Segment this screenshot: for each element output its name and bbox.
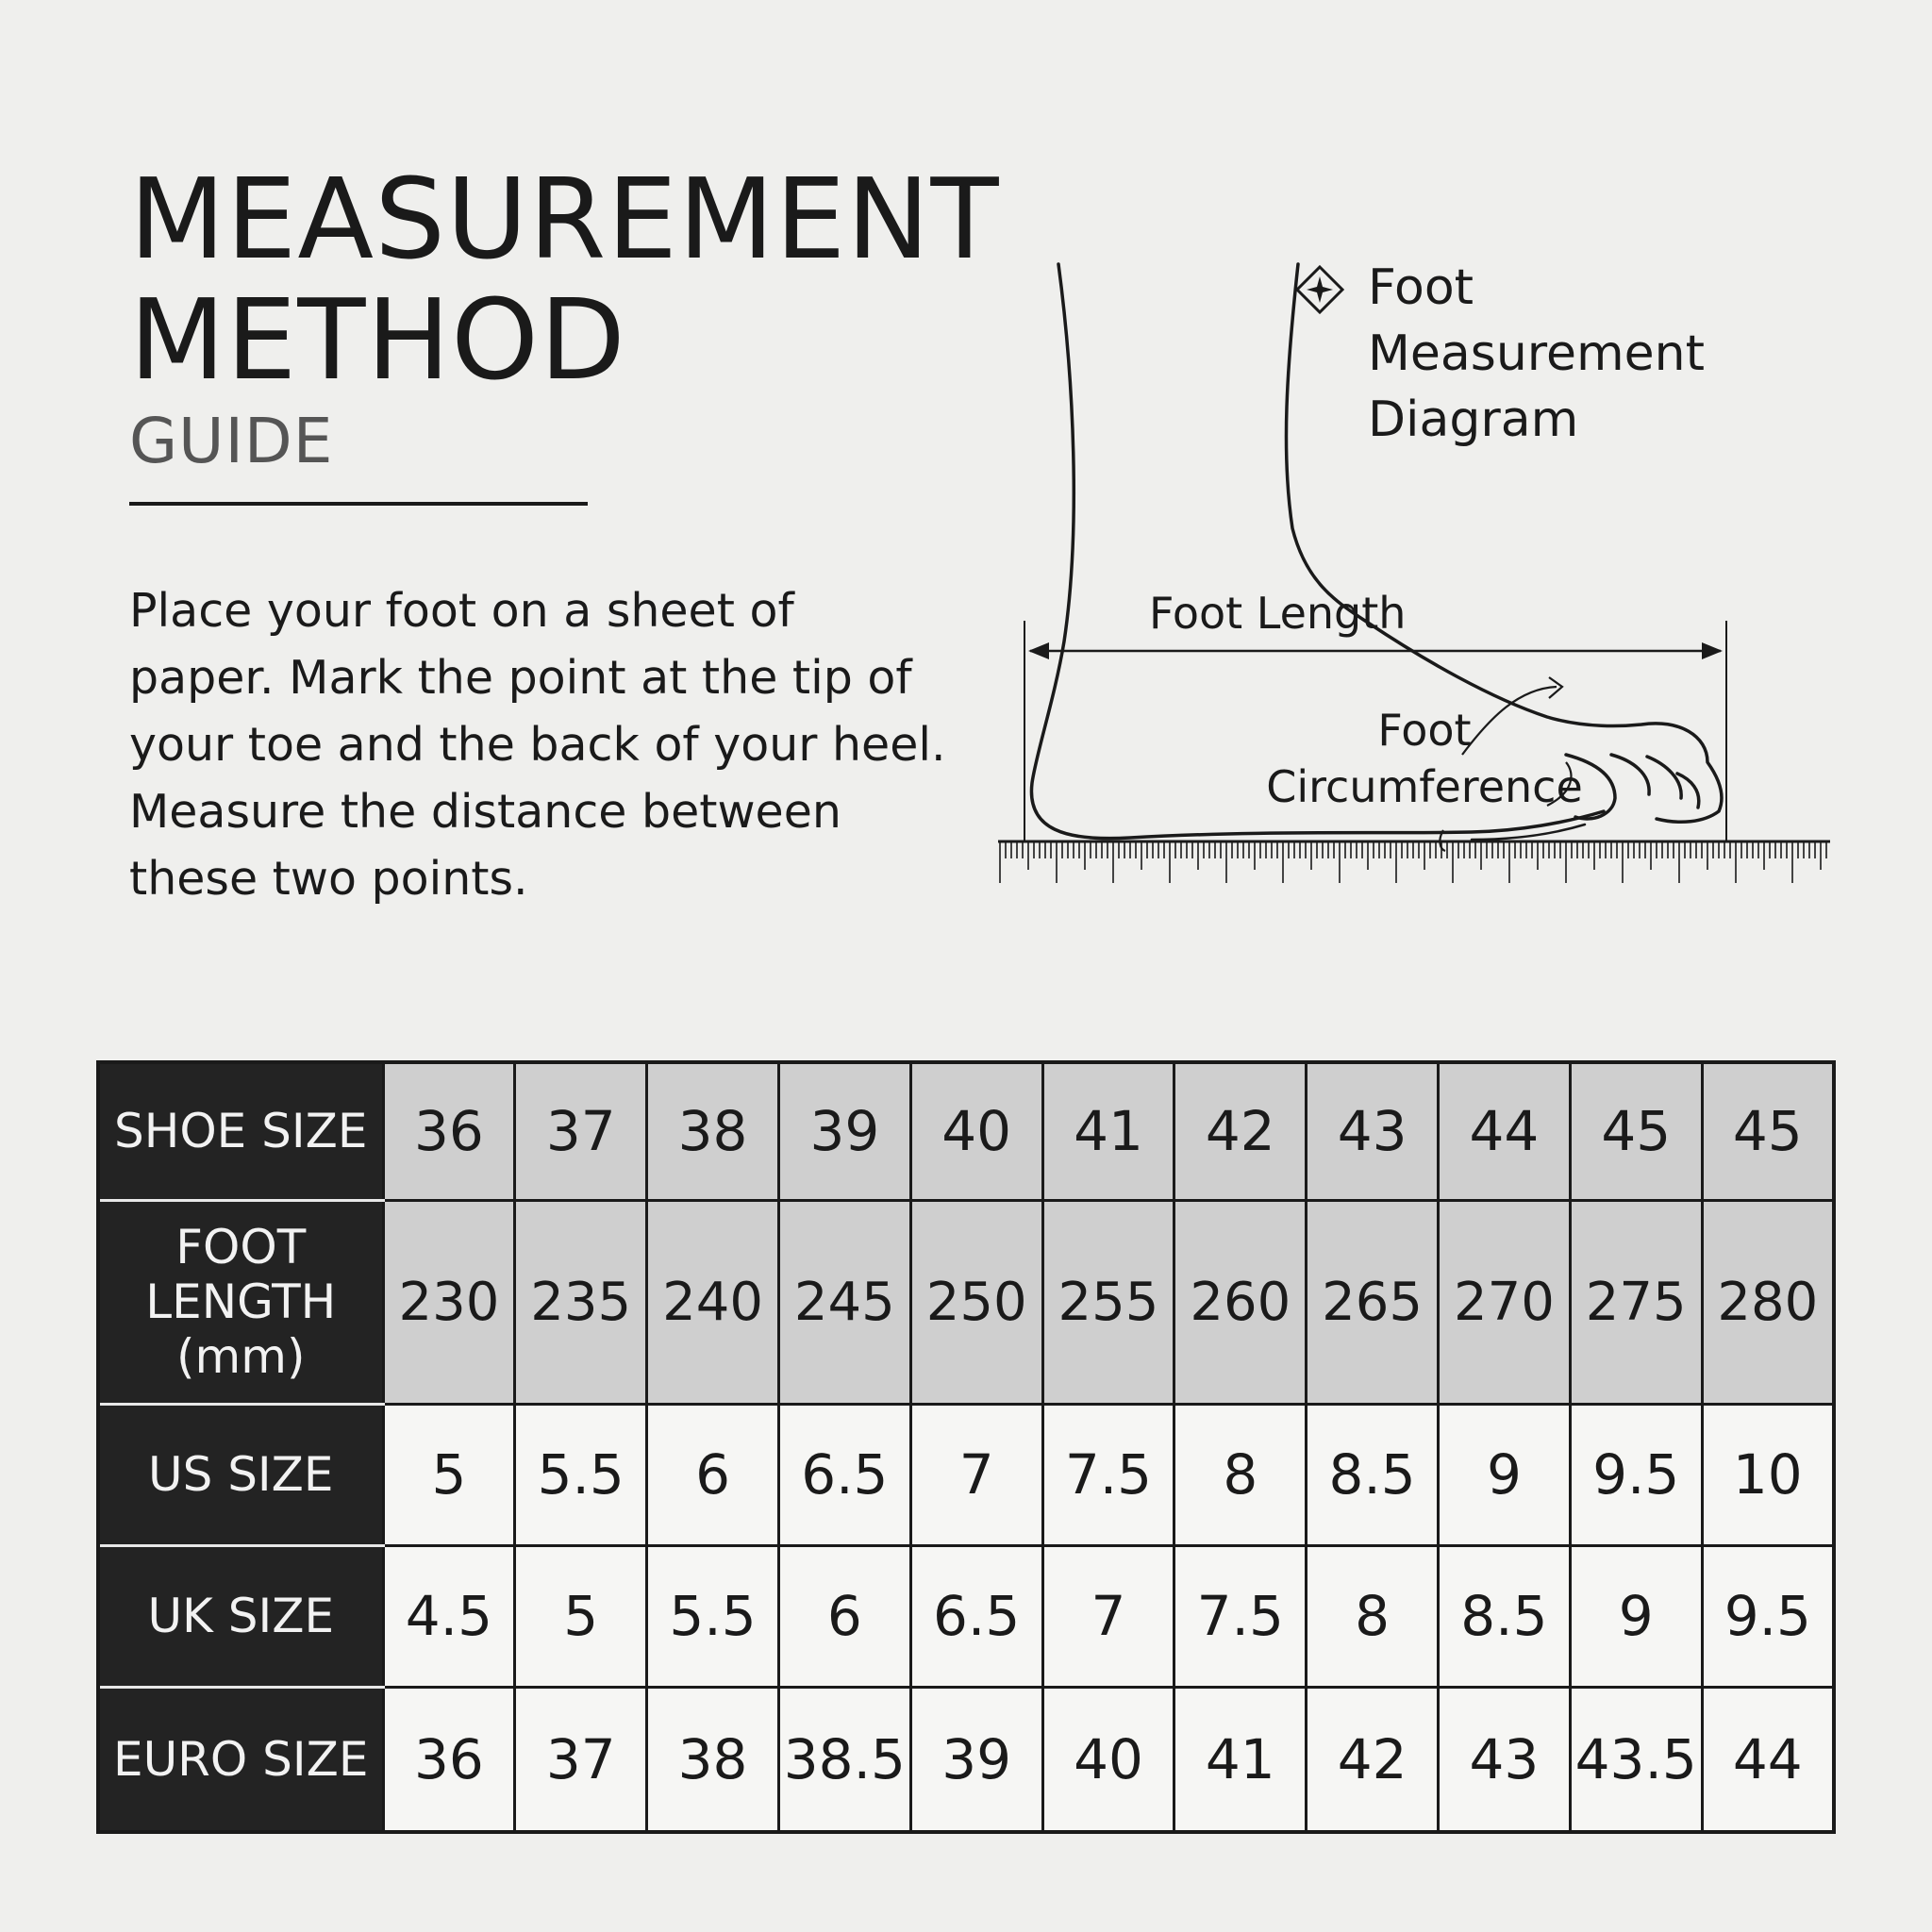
euro-size-row [98, 1687, 1834, 1832]
size-chart-table [96, 1060, 1836, 1834]
size-cell: 39 [778, 1062, 910, 1200]
size-cell: 8 [1307, 1545, 1439, 1687]
size-cell: 9.5 [1570, 1404, 1702, 1545]
page-subtitle: GUIDE [129, 405, 334, 477]
size-cell: 42 [1307, 1687, 1439, 1832]
shoe-size-row [98, 1062, 1834, 1200]
size-cell: 10 [1702, 1404, 1834, 1545]
size-cell: 43 [1307, 1062, 1439, 1200]
size-cell: 36 [383, 1687, 515, 1832]
size-cell: 7.5 [1174, 1545, 1307, 1687]
size-cell: 44 [1439, 1062, 1571, 1200]
foot-length-header [98, 1200, 383, 1404]
size-cell: 43.5 [1570, 1687, 1702, 1832]
foot-length-header-line-2: LENGTH [145, 1274, 337, 1329]
size-cell: 280 [1702, 1200, 1834, 1404]
uk-size-row [98, 1545, 1834, 1687]
foot-length-header-line-1: FOOT [175, 1220, 307, 1274]
size-cell: 245 [778, 1200, 910, 1404]
length-arrow-icon [1028, 642, 1723, 659]
title-line-1: MEASUREMENT [129, 154, 1000, 284]
size-cell: 7 [910, 1404, 1042, 1545]
size-cell: 38.5 [778, 1687, 910, 1832]
us-size-header: US SIZE [98, 1404, 383, 1545]
size-cell: 8 [1174, 1404, 1307, 1545]
size-cell: 45 [1702, 1062, 1834, 1200]
compass-star-icon [1294, 264, 1345, 315]
size-cell: 235 [515, 1200, 647, 1404]
size-cell: 9 [1570, 1545, 1702, 1687]
size-cell: 9.5 [1702, 1545, 1834, 1687]
title-line-2: METHOD [129, 275, 626, 405]
title-divider [129, 502, 588, 506]
size-cell: 41 [1042, 1062, 1174, 1200]
size-cell: 9 [1439, 1404, 1571, 1545]
size-cell: 8.5 [1307, 1404, 1439, 1545]
diagram-caption-text: Foot Measurement Diagram [1368, 259, 1705, 448]
size-cell: 270 [1439, 1200, 1571, 1404]
size-cell: 275 [1570, 1200, 1702, 1404]
foot-circumference-label [1264, 702, 1585, 815]
size-cell: 5.5 [647, 1545, 779, 1687]
size-cell: 44 [1702, 1687, 1834, 1832]
size-cell: 5 [515, 1545, 647, 1687]
us-size-row [98, 1404, 1834, 1545]
size-cell: 6.5 [778, 1404, 910, 1545]
size-cell: 6 [778, 1545, 910, 1687]
size-cell: 6.5 [910, 1545, 1042, 1687]
foot-length-label: Foot Length [1149, 588, 1407, 639]
circumference-label-line-2: Circumference [1266, 761, 1583, 812]
size-cell: 7 [1042, 1545, 1174, 1687]
size-cell: 42 [1174, 1062, 1307, 1200]
size-cell: 240 [647, 1200, 779, 1404]
size-cell: 38 [647, 1687, 779, 1832]
diagram-caption [1368, 255, 1821, 453]
size-cell: 265 [1307, 1200, 1439, 1404]
size-cell: 41 [1174, 1687, 1307, 1832]
size-cell: 260 [1174, 1200, 1307, 1404]
size-cell: 230 [383, 1200, 515, 1404]
size-cell: 255 [1042, 1200, 1174, 1404]
shoe-size-header: SHOE SIZE [98, 1062, 383, 1200]
foot-length-header-line-3: (mm) [176, 1329, 306, 1384]
size-cell: 5.5 [515, 1404, 647, 1545]
size-cell: 37 [515, 1062, 647, 1200]
circumference-label-line-1: Foot [1377, 705, 1472, 756]
instructions-text: Place your foot on a sheet of paper. Mark the point at the tip of your toe and the back of your heel. Measure the distance between these two points. [129, 584, 946, 906]
size-cell: 5 [383, 1404, 515, 1545]
ruler-icon [998, 841, 1830, 883]
size-cell: 38 [647, 1062, 779, 1200]
size-cell: 37 [515, 1687, 647, 1832]
foot-length-row [98, 1200, 1834, 1404]
page-title [129, 154, 1000, 405]
size-cell: 250 [910, 1200, 1042, 1404]
size-cell: 40 [1042, 1687, 1174, 1832]
size-cell: 4.5 [383, 1545, 515, 1687]
size-cell: 45 [1570, 1062, 1702, 1200]
uk-size-header: UK SIZE [98, 1545, 383, 1687]
size-cell: 40 [910, 1062, 1042, 1200]
size-cell: 36 [383, 1062, 515, 1200]
size-cell: 6 [647, 1404, 779, 1545]
euro-size-header: EURO SIZE [98, 1687, 383, 1832]
size-cell: 8.5 [1439, 1545, 1571, 1687]
size-cell: 39 [910, 1687, 1042, 1832]
size-cell: 43 [1439, 1687, 1571, 1832]
size-cell: 7.5 [1042, 1404, 1174, 1545]
